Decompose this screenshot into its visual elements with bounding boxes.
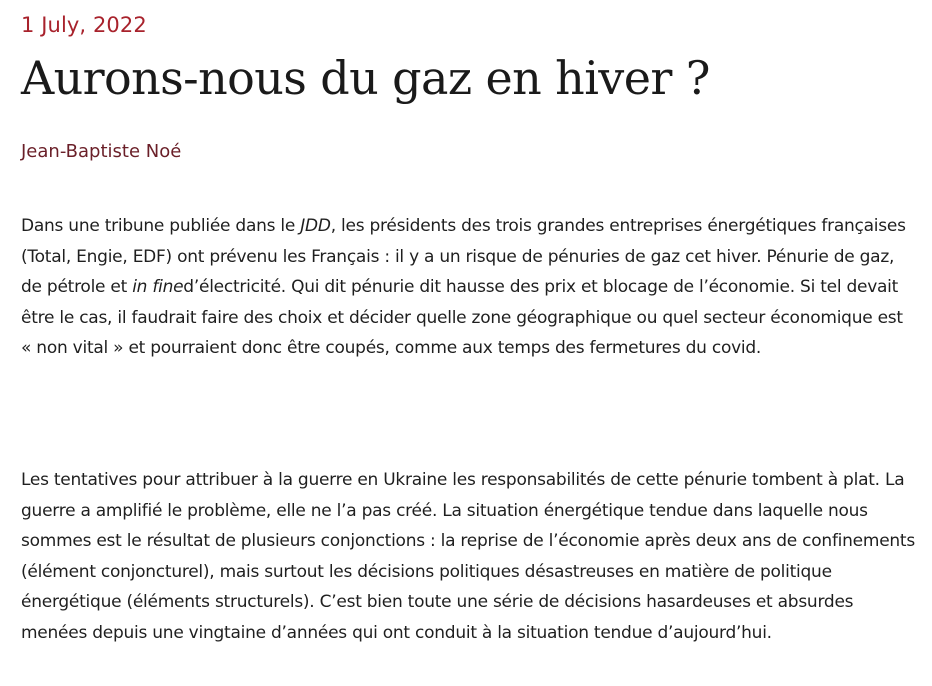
publication-name-jdd: JDD [300, 216, 331, 236]
article-title: Aurons-nous du gaz en hiver ? [21, 51, 710, 105]
paragraph-1-text-b: , les présidents des trois grandes entreprises énergétiques françaises (Total, Engie, EDF) ont prévenu les Français : il y a un risque de pénuries de gaz cet hiver. Pénurie de gaz, de pétrole et [21, 216, 906, 298]
article-paragraph-1 [21, 211, 916, 364]
paragraph-1-text-a: Dans une tribune publiée dans le [21, 216, 301, 236]
paragraph-1-text-c: d’électricité. Qui dit pénurie dit hausse des prix et blocage de l’économie. Si tel devait être le cas, il faudrait faire des choix et décider quelle zone géographique ou quel secteur économique est « non vital » et pourraient donc être coupés, comme aux temps des fermetures du covid. [21, 277, 903, 359]
article-date: 1 July, 2022 [21, 13, 147, 37]
in-fine-emphasis: in fine [132, 277, 184, 298]
article-author[interactable]: Jean-Baptiste Noé [21, 141, 182, 162]
article-paragraph-2: Les tentatives pour attribuer à la guerre en Ukraine les responsabilités de cette pénurie tombent à plat. La guerre a amplifié le problème, elle ne l’a pas créé. La situation énergétique tendue dans laquelle nous sommes est le résultat de plusieurs conjonctions : la reprise de l’économie après deux ans de confinements (élément conjoncturel), mais surtout les décisions politiques désastreuses en matière de politique énergétique (éléments structurels). C’est bien toute une série de décisions hasardeuses et absurdes menées depuis une vingtaine d’années qui ont conduit à la situation tendue d’aujourd’hui. [21, 470, 915, 643]
